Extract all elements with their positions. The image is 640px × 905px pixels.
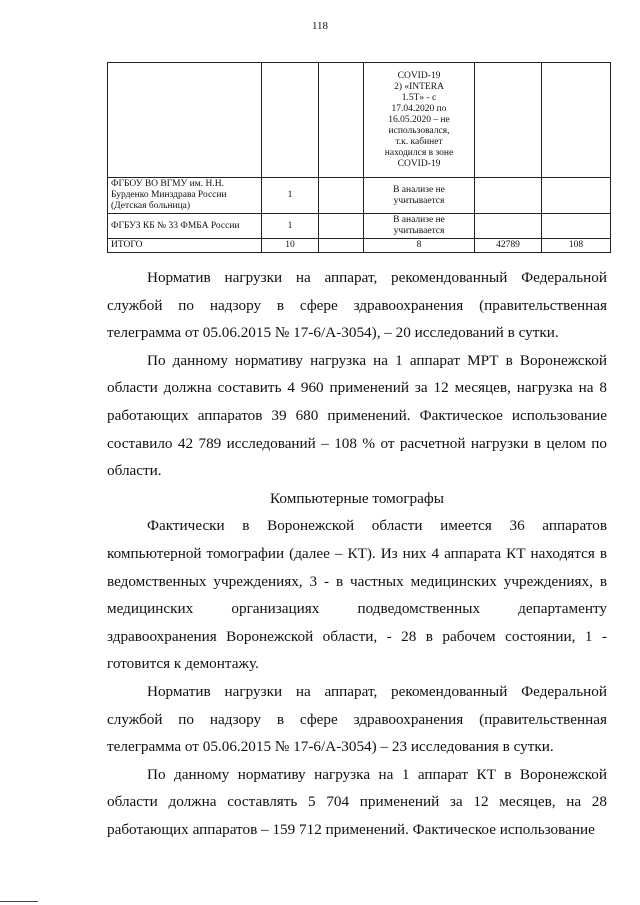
note-cell: В анализе не учитывается: [364, 178, 475, 214]
table-cell: [319, 239, 364, 253]
table-cell: [262, 63, 319, 178]
note-line: COVID-19: [397, 70, 441, 81]
org-cell: ФГБУЗ КБ № 33 ФМБА России: [108, 214, 262, 239]
table-cell: [542, 63, 611, 178]
body-text: [107, 264, 607, 843]
note-line: 17.04.2020 по: [391, 103, 447, 114]
table-cell: [319, 63, 364, 178]
percent-cell: [542, 214, 611, 239]
table-row: [108, 178, 611, 214]
org-cell: ИТОГО: [108, 239, 262, 253]
count-cell: 10: [262, 239, 319, 253]
count-cell: 1: [262, 214, 319, 239]
note-cell: [364, 63, 475, 178]
table-row: [108, 63, 611, 178]
section-heading: Компьютерные томографы: [270, 489, 444, 507]
note-cell: 8: [364, 239, 475, 253]
note-line: 1.5T» - с: [401, 92, 437, 103]
note-line: 2) «INTERA: [394, 81, 444, 92]
page-number: 118: [311, 20, 329, 32]
percent-cell: 108: [542, 239, 611, 253]
paragraph: По данному нормативу нагрузка на 1 аппарат МРТ в Воронежской области должна составить 4 960 применений за 12 месяцев, нагрузка на 8 работающих аппаратов 39 680 применений. Фактическое использование составило 42 789 исследований – 108 % от расчетной нагрузки в целом по области.: [107, 351, 607, 480]
note-cell: В анализе не учитывается: [364, 214, 475, 239]
note-line: 16.05.2020 – не: [388, 114, 450, 125]
note-line: т.к. кабинет: [395, 136, 443, 147]
percent-cell: [542, 178, 611, 214]
table-cell: [475, 63, 542, 178]
table-row: [108, 239, 611, 253]
table-cell: [108, 63, 262, 178]
studies-cell: [475, 178, 542, 214]
margin-stroke: [0, 901, 38, 902]
paragraph: Фактически в Воронежской области имеется 36 аппаратов компьютерной томографии (далее – КТ). Из них 4 аппарата КТ находятся в ведомственных учреждениях, 3 - в частных медицинских учреждениях, в медицинских организациях подведомственных департаменту здравоохранения Воронежской области, - 28 в рабочем состоянии, 1 - готовится к демонтажу.: [107, 517, 607, 673]
paragraph: По данному нормативу нагрузка на 1 аппарат КТ в Воронежской области должна составлять 5 704 применений за 12 месяцев, на 28 работающих аппаратов – 159 712 применений. Фактическое использование: [107, 765, 607, 838]
studies-cell: [475, 214, 542, 239]
note-line: COVID-19: [397, 158, 441, 169]
org-cell: ФГБОУ ВО ВГМУ им. Н.Н. Бурденко Минздрава России (Детская больница): [108, 178, 262, 214]
count-cell: 1: [262, 178, 319, 214]
paragraph: Норматив нагрузки на аппарат, рекомендованный Федеральной службой по надзору в сфере здравоохранения (правительственная телеграмма от 05.06.2015 № 17-6/А-3054), – 20 исследований в сутки.: [107, 269, 607, 342]
table-cell: [319, 178, 364, 214]
paragraph: Норматив нагрузки на аппарат, рекомендованный Федеральной службой по надзору в сфере здравоохранения (правительственная телеграмма от 05.06.2015 № 17-6/А-3054) – 23 исследования в сутки.: [107, 682, 607, 756]
studies-cell: 42789: [475, 239, 542, 253]
table-row: [108, 214, 611, 239]
table-cell: [319, 214, 364, 239]
note-line: использовался,: [388, 125, 450, 136]
equipment-table: [107, 62, 611, 253]
note-line: находился в зоне: [384, 147, 454, 158]
